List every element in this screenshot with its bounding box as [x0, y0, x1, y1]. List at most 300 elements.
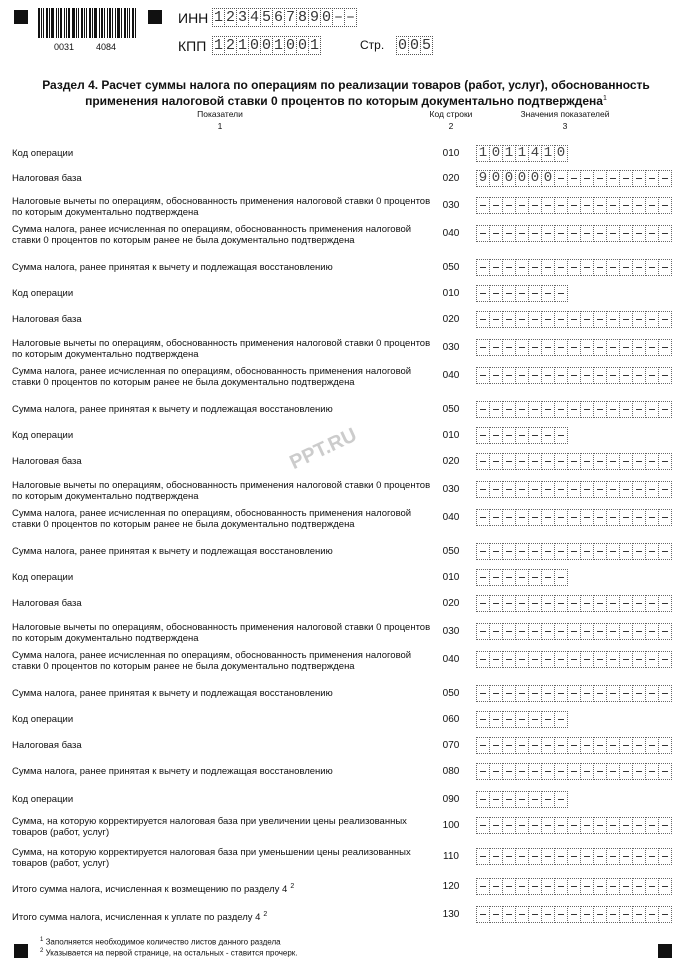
value-cell[interactable]: [515, 543, 529, 560]
value-cell[interactable]: [632, 543, 646, 560]
value-cell[interactable]: [580, 817, 594, 834]
value-cell[interactable]: [489, 623, 503, 640]
inn-cell[interactable]: 5: [261, 9, 271, 26]
value-cell[interactable]: [593, 878, 607, 895]
value-cell[interactable]: [645, 737, 659, 754]
value-cell[interactable]: [580, 311, 594, 328]
row-value-field[interactable]: [476, 543, 671, 560]
value-cell[interactable]: [515, 339, 529, 356]
value-cell[interactable]: [645, 685, 659, 702]
value-cell[interactable]: [554, 763, 568, 780]
value-cell[interactable]: [541, 509, 555, 526]
value-cell[interactable]: [554, 569, 568, 586]
value-cell[interactable]: [528, 339, 542, 356]
value-cell[interactable]: [515, 367, 529, 384]
value-cell[interactable]: [476, 685, 490, 702]
value-cell[interactable]: [502, 401, 516, 418]
value-cell[interactable]: [632, 197, 646, 214]
value-cell[interactable]: [502, 906, 516, 923]
value-cell[interactable]: [567, 906, 581, 923]
value-cell[interactable]: [489, 763, 503, 780]
value-cell[interactable]: [619, 595, 633, 612]
value-cell[interactable]: [632, 763, 646, 780]
value-cell[interactable]: [632, 651, 646, 668]
value-cell[interactable]: [502, 569, 516, 586]
value-cell[interactable]: [502, 311, 516, 328]
value-cell[interactable]: [502, 197, 516, 214]
kpp-cell[interactable]: 0: [297, 37, 307, 54]
value-cell[interactable]: 1: [502, 145, 516, 162]
value-cell[interactable]: [515, 906, 529, 923]
value-cell[interactable]: [515, 848, 529, 865]
row-value-field[interactable]: [476, 737, 671, 754]
value-cell[interactable]: [645, 651, 659, 668]
value-cell[interactable]: [554, 595, 568, 612]
value-cell[interactable]: [515, 763, 529, 780]
value-cell[interactable]: [554, 170, 568, 187]
row-value-field[interactable]: [476, 481, 671, 498]
value-cell[interactable]: [515, 737, 529, 754]
value-cell[interactable]: [658, 623, 672, 640]
value-cell[interactable]: [632, 906, 646, 923]
kpp-cell[interactable]: 2: [225, 37, 235, 54]
value-cell[interactable]: [554, 453, 568, 470]
value-cell[interactable]: 0: [528, 170, 542, 187]
value-cell[interactable]: [658, 311, 672, 328]
value-cell[interactable]: [489, 651, 503, 668]
value-cell[interactable]: 1: [476, 145, 490, 162]
value-cell[interactable]: [619, 367, 633, 384]
row-value-field[interactable]: [476, 848, 671, 865]
value-cell[interactable]: [476, 623, 490, 640]
value-cell[interactable]: [554, 367, 568, 384]
row-value-field[interactable]: [476, 225, 671, 242]
value-cell[interactable]: [593, 197, 607, 214]
value-cell[interactable]: [515, 509, 529, 526]
value-cell[interactable]: [541, 848, 555, 865]
page-cell[interactable]: 0: [397, 37, 407, 54]
value-cell[interactable]: [502, 509, 516, 526]
row-value-field[interactable]: [476, 569, 567, 586]
value-cell[interactable]: [528, 311, 542, 328]
row-value-field[interactable]: [476, 817, 671, 834]
value-cell[interactable]: [541, 427, 555, 444]
value-cell[interactable]: [580, 453, 594, 470]
value-cell[interactable]: [489, 737, 503, 754]
value-cell[interactable]: [658, 763, 672, 780]
row-value-field[interactable]: [476, 651, 671, 668]
value-cell[interactable]: [554, 906, 568, 923]
value-cell[interactable]: [580, 878, 594, 895]
value-cell[interactable]: [580, 623, 594, 640]
value-cell[interactable]: [554, 543, 568, 560]
value-cell[interactable]: [541, 878, 555, 895]
value-cell[interactable]: [632, 685, 646, 702]
value-cell[interactable]: [593, 170, 607, 187]
value-cell[interactable]: [619, 848, 633, 865]
value-cell[interactable]: [528, 595, 542, 612]
value-cell[interactable]: [580, 259, 594, 276]
value-cell[interactable]: [541, 481, 555, 498]
value-cell[interactable]: [528, 543, 542, 560]
value-cell[interactable]: [658, 401, 672, 418]
value-cell[interactable]: [554, 311, 568, 328]
value-cell[interactable]: [528, 367, 542, 384]
value-cell[interactable]: [632, 259, 646, 276]
value-cell[interactable]: [476, 197, 490, 214]
value-cell[interactable]: [528, 791, 542, 808]
value-cell[interactable]: [528, 848, 542, 865]
value-cell[interactable]: [593, 401, 607, 418]
value-cell[interactable]: [502, 543, 516, 560]
value-cell[interactable]: [554, 685, 568, 702]
value-cell[interactable]: [502, 427, 516, 444]
value-cell[interactable]: [541, 339, 555, 356]
value-cell[interactable]: [593, 737, 607, 754]
value-cell[interactable]: [489, 339, 503, 356]
value-cell[interactable]: [541, 197, 555, 214]
value-cell[interactable]: [580, 685, 594, 702]
value-cell[interactable]: [541, 259, 555, 276]
value-cell[interactable]: [489, 197, 503, 214]
value-cell[interactable]: [476, 311, 490, 328]
value-cell[interactable]: [515, 311, 529, 328]
value-cell[interactable]: [619, 878, 633, 895]
value-cell[interactable]: [567, 685, 581, 702]
value-cell[interactable]: [515, 259, 529, 276]
value-cell[interactable]: [489, 543, 503, 560]
value-cell[interactable]: [528, 481, 542, 498]
value-cell[interactable]: [606, 509, 620, 526]
value-cell[interactable]: [502, 817, 516, 834]
value-cell[interactable]: [489, 481, 503, 498]
value-cell[interactable]: [489, 509, 503, 526]
value-cell[interactable]: [489, 401, 503, 418]
value-cell[interactable]: [567, 817, 581, 834]
value-cell[interactable]: [489, 427, 503, 444]
row-value-field[interactable]: [476, 595, 671, 612]
value-cell[interactable]: [515, 595, 529, 612]
value-cell[interactable]: [619, 259, 633, 276]
value-cell[interactable]: [528, 453, 542, 470]
value-cell[interactable]: [580, 651, 594, 668]
value-cell[interactable]: [658, 817, 672, 834]
value-cell[interactable]: [489, 367, 503, 384]
value-cell[interactable]: [489, 817, 503, 834]
value-cell[interactable]: [528, 509, 542, 526]
inn-cell[interactable]: 7: [285, 9, 295, 26]
value-cell[interactable]: [541, 791, 555, 808]
value-cell[interactable]: [619, 170, 633, 187]
kpp-field[interactable]: [212, 36, 320, 55]
value-cell[interactable]: [528, 817, 542, 834]
value-cell[interactable]: [502, 285, 516, 302]
kpp-cell[interactable]: 0: [285, 37, 295, 54]
value-cell[interactable]: [619, 339, 633, 356]
value-cell[interactable]: [476, 427, 490, 444]
value-cell[interactable]: [489, 569, 503, 586]
value-cell[interactable]: [502, 878, 516, 895]
value-cell[interactable]: [541, 569, 555, 586]
value-cell[interactable]: [476, 848, 490, 865]
row-value-field[interactable]: [476, 401, 671, 418]
value-cell[interactable]: [554, 817, 568, 834]
value-cell[interactable]: [606, 906, 620, 923]
value-cell[interactable]: [502, 453, 516, 470]
value-cell[interactable]: [593, 543, 607, 560]
value-cell[interactable]: [645, 848, 659, 865]
value-cell[interactable]: [567, 481, 581, 498]
value-cell[interactable]: [619, 453, 633, 470]
value-cell[interactable]: [476, 569, 490, 586]
value-cell[interactable]: [554, 651, 568, 668]
value-cell[interactable]: [567, 543, 581, 560]
value-cell[interactable]: [658, 848, 672, 865]
value-cell[interactable]: [606, 401, 620, 418]
value-cell[interactable]: [619, 225, 633, 242]
value-cell[interactable]: [619, 509, 633, 526]
value-cell[interactable]: [619, 481, 633, 498]
value-cell[interactable]: [489, 791, 503, 808]
value-cell[interactable]: [541, 285, 555, 302]
value-cell[interactable]: [593, 259, 607, 276]
value-cell[interactable]: [489, 878, 503, 895]
value-cell[interactable]: [554, 737, 568, 754]
value-cell[interactable]: [567, 651, 581, 668]
value-cell[interactable]: [632, 848, 646, 865]
value-cell[interactable]: [515, 878, 529, 895]
value-cell[interactable]: [606, 367, 620, 384]
value-cell[interactable]: [632, 481, 646, 498]
value-cell[interactable]: [528, 878, 542, 895]
value-cell[interactable]: [567, 225, 581, 242]
value-cell[interactable]: [476, 595, 490, 612]
value-cell[interactable]: [645, 763, 659, 780]
value-cell[interactable]: [567, 453, 581, 470]
value-cell[interactable]: [515, 685, 529, 702]
value-cell[interactable]: [619, 906, 633, 923]
value-cell[interactable]: [632, 737, 646, 754]
value-cell[interactable]: [476, 509, 490, 526]
value-cell[interactable]: [645, 543, 659, 560]
value-cell[interactable]: [554, 225, 568, 242]
value-cell[interactable]: [619, 685, 633, 702]
value-cell[interactable]: [580, 595, 594, 612]
value-cell[interactable]: [528, 711, 542, 728]
value-cell[interactable]: [528, 197, 542, 214]
value-cell[interactable]: [606, 651, 620, 668]
value-cell[interactable]: [658, 878, 672, 895]
value-cell[interactable]: [476, 259, 490, 276]
page-cell[interactable]: 0: [409, 37, 419, 54]
kpp-cell[interactable]: 0: [249, 37, 259, 54]
value-cell[interactable]: [541, 763, 555, 780]
row-value-field[interactable]: [476, 878, 671, 895]
row-value-field[interactable]: [476, 685, 671, 702]
value-cell[interactable]: [606, 623, 620, 640]
value-cell[interactable]: [554, 848, 568, 865]
value-cell[interactable]: [528, 737, 542, 754]
value-cell[interactable]: [632, 311, 646, 328]
row-value-field[interactable]: [476, 285, 567, 302]
value-cell[interactable]: [502, 791, 516, 808]
value-cell[interactable]: [502, 623, 516, 640]
inn-cell[interactable]: 3: [237, 9, 247, 26]
value-cell[interactable]: [645, 259, 659, 276]
value-cell[interactable]: [489, 711, 503, 728]
value-cell[interactable]: [619, 817, 633, 834]
value-cell[interactable]: [645, 401, 659, 418]
value-cell[interactable]: [541, 737, 555, 754]
value-cell[interactable]: [606, 339, 620, 356]
value-cell[interactable]: [476, 543, 490, 560]
value-cell[interactable]: [541, 651, 555, 668]
value-cell[interactable]: [658, 685, 672, 702]
value-cell[interactable]: [515, 711, 529, 728]
value-cell[interactable]: [658, 259, 672, 276]
value-cell[interactable]: [645, 817, 659, 834]
value-cell[interactable]: [658, 543, 672, 560]
value-cell[interactable]: [554, 623, 568, 640]
inn-cell[interactable]: –: [345, 9, 355, 26]
value-cell[interactable]: [541, 453, 555, 470]
value-cell[interactable]: [554, 481, 568, 498]
value-cell[interactable]: [476, 791, 490, 808]
value-cell[interactable]: [606, 737, 620, 754]
value-cell[interactable]: [580, 737, 594, 754]
value-cell[interactable]: [515, 453, 529, 470]
value-cell[interactable]: [645, 595, 659, 612]
value-cell[interactable]: [567, 197, 581, 214]
value-cell[interactable]: [541, 401, 555, 418]
page-cell[interactable]: 5: [421, 37, 431, 54]
value-cell[interactable]: [632, 817, 646, 834]
row-value-field[interactable]: [476, 311, 671, 328]
value-cell[interactable]: [619, 197, 633, 214]
inn-cell[interactable]: 1: [213, 9, 223, 26]
value-cell[interactable]: [502, 711, 516, 728]
value-cell[interactable]: [645, 311, 659, 328]
value-cell[interactable]: [489, 311, 503, 328]
value-cell[interactable]: [541, 367, 555, 384]
value-cell[interactable]: [580, 543, 594, 560]
value-cell[interactable]: [502, 225, 516, 242]
value-cell[interactable]: [541, 623, 555, 640]
value-cell[interactable]: [567, 311, 581, 328]
row-value-field[interactable]: [476, 145, 567, 162]
value-cell[interactable]: [515, 623, 529, 640]
value-cell[interactable]: [554, 259, 568, 276]
value-cell[interactable]: [528, 651, 542, 668]
value-cell[interactable]: [567, 595, 581, 612]
value-cell[interactable]: 0: [502, 170, 516, 187]
value-cell[interactable]: [476, 711, 490, 728]
value-cell[interactable]: [658, 453, 672, 470]
value-cell[interactable]: [619, 763, 633, 780]
value-cell[interactable]: [489, 848, 503, 865]
row-value-field[interactable]: [476, 427, 567, 444]
value-cell[interactable]: [632, 453, 646, 470]
value-cell[interactable]: [541, 595, 555, 612]
row-value-field[interactable]: [476, 791, 567, 808]
value-cell[interactable]: [658, 339, 672, 356]
value-cell[interactable]: [554, 197, 568, 214]
kpp-cell[interactable]: 1: [309, 37, 319, 54]
page-number-field[interactable]: [396, 36, 432, 55]
value-cell[interactable]: [476, 401, 490, 418]
value-cell[interactable]: [554, 427, 568, 444]
value-cell[interactable]: [606, 848, 620, 865]
value-cell[interactable]: [632, 509, 646, 526]
value-cell[interactable]: [580, 197, 594, 214]
row-value-field[interactable]: [476, 763, 671, 780]
value-cell[interactable]: [606, 311, 620, 328]
row-value-field[interactable]: [476, 367, 671, 384]
value-cell[interactable]: [619, 543, 633, 560]
value-cell[interactable]: [567, 763, 581, 780]
value-cell[interactable]: [645, 225, 659, 242]
value-cell[interactable]: [606, 481, 620, 498]
value-cell[interactable]: [580, 509, 594, 526]
value-cell[interactable]: [593, 906, 607, 923]
value-cell[interactable]: [593, 595, 607, 612]
value-cell[interactable]: [502, 339, 516, 356]
value-cell[interactable]: [489, 285, 503, 302]
value-cell[interactable]: [658, 737, 672, 754]
value-cell[interactable]: [645, 170, 659, 187]
value-cell[interactable]: [645, 481, 659, 498]
kpp-cell[interactable]: 1: [213, 37, 223, 54]
value-cell[interactable]: [580, 170, 594, 187]
inn-cell[interactable]: 2: [225, 9, 235, 26]
value-cell[interactable]: [593, 651, 607, 668]
row-value-field[interactable]: [476, 170, 671, 187]
value-cell[interactable]: [554, 339, 568, 356]
value-cell[interactable]: [489, 685, 503, 702]
value-cell[interactable]: [580, 906, 594, 923]
value-cell[interactable]: [476, 339, 490, 356]
value-cell[interactable]: [528, 763, 542, 780]
value-cell[interactable]: [502, 259, 516, 276]
value-cell[interactable]: [528, 623, 542, 640]
value-cell[interactable]: [554, 711, 568, 728]
inn-cell[interactable]: 9: [309, 9, 319, 26]
value-cell[interactable]: [515, 651, 529, 668]
value-cell[interactable]: [632, 225, 646, 242]
value-cell[interactable]: [658, 906, 672, 923]
value-cell[interactable]: [580, 848, 594, 865]
value-cell[interactable]: [476, 906, 490, 923]
value-cell[interactable]: [515, 401, 529, 418]
value-cell[interactable]: [554, 878, 568, 895]
value-cell[interactable]: [489, 225, 503, 242]
value-cell[interactable]: [476, 763, 490, 780]
row-value-field[interactable]: [476, 259, 671, 276]
value-cell[interactable]: [658, 595, 672, 612]
value-cell[interactable]: [476, 651, 490, 668]
kpp-cell[interactable]: 1: [237, 37, 247, 54]
value-cell[interactable]: [541, 817, 555, 834]
value-cell[interactable]: [619, 401, 633, 418]
value-cell[interactable]: [606, 259, 620, 276]
value-cell[interactable]: [502, 595, 516, 612]
value-cell[interactable]: [489, 906, 503, 923]
inn-cell[interactable]: –: [333, 9, 343, 26]
inn-cell[interactable]: 0: [321, 9, 331, 26]
value-cell[interactable]: [502, 848, 516, 865]
value-cell[interactable]: [580, 763, 594, 780]
inn-cell[interactable]: 4: [249, 9, 259, 26]
